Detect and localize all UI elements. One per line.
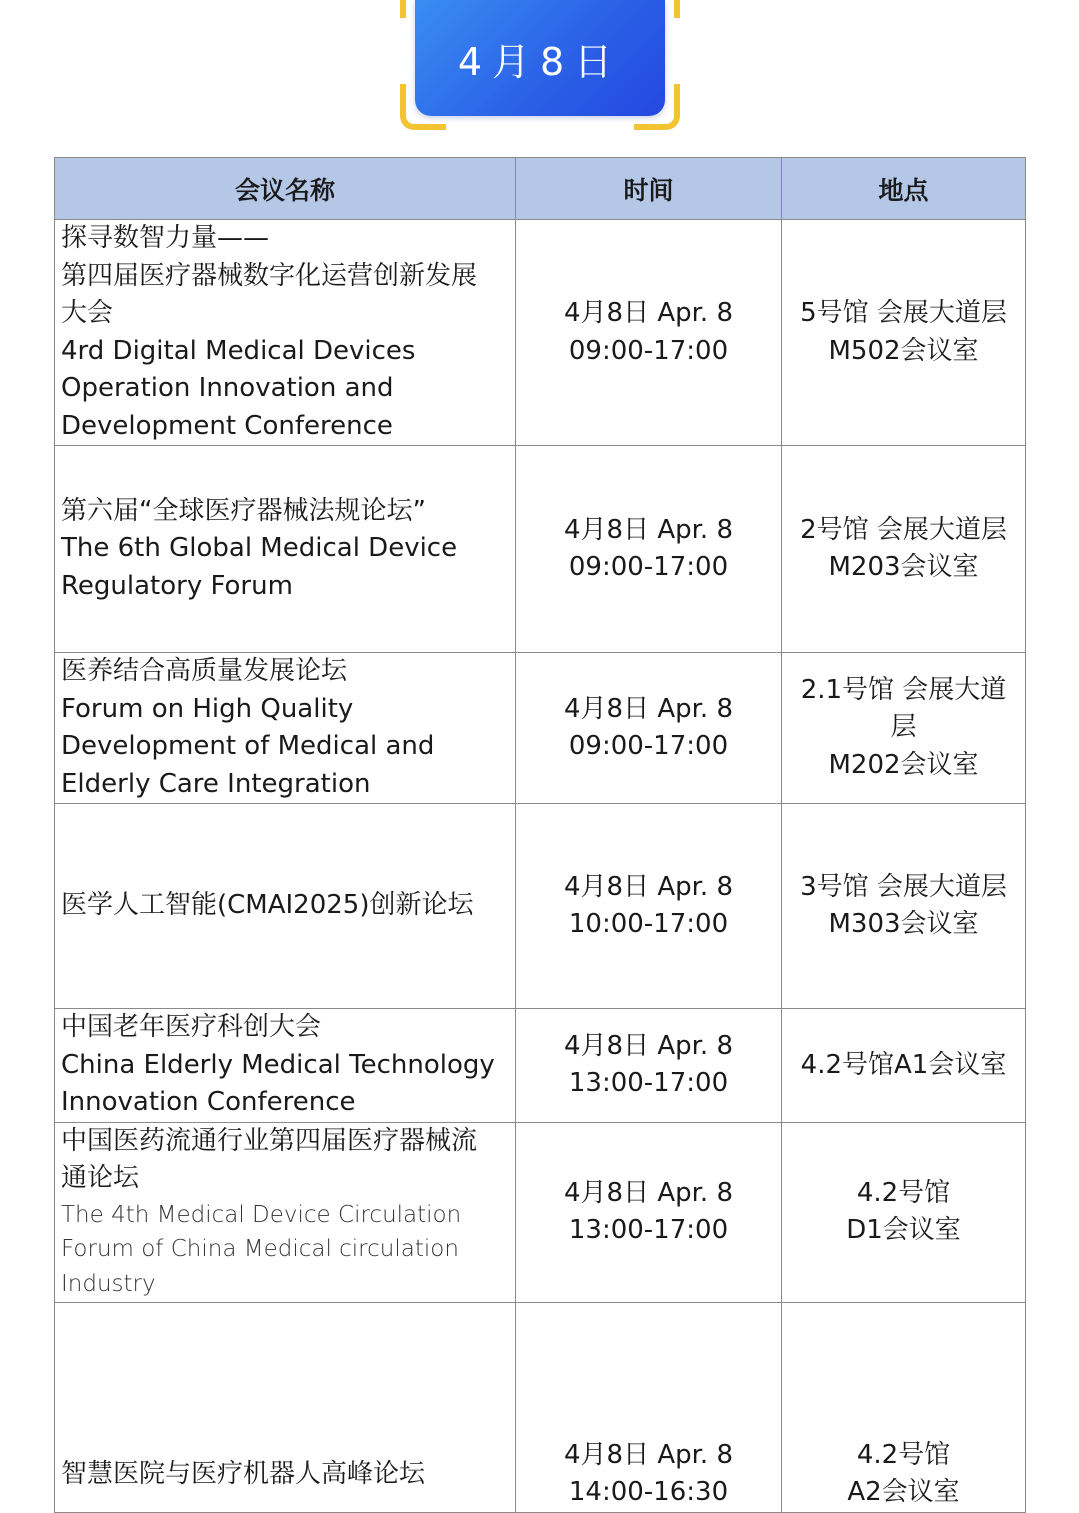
date-text: 4月8日 Apr. 8 xyxy=(563,693,733,724)
venue-line1: 4.2号馆A1会议室 xyxy=(800,1049,1007,1080)
conference-name-cell xyxy=(55,446,516,653)
venue-line1: 3号馆 会展大道层 xyxy=(800,871,1007,902)
time-cell xyxy=(516,1009,782,1123)
venue-line2: A2会议室 xyxy=(847,1477,960,1507)
conference-name-zh: 探寻数智力量—— 第四届医疗器械数字化运营创新发展 大会 xyxy=(61,223,478,328)
time-cell xyxy=(516,1302,782,1512)
date-text: 4月8日 Apr. 8 xyxy=(563,871,733,902)
table-row xyxy=(55,653,1026,804)
time-cell xyxy=(516,446,782,653)
venue-line1: 2号馆 会展大道层 xyxy=(800,514,1007,545)
conference-name-zh: 医养结合高质量发展论坛 xyxy=(61,656,348,686)
conference-name-en: The 6th Global Medical Device Regulatory Forum xyxy=(61,533,458,601)
venue-cell xyxy=(782,1009,1026,1123)
header-time: 时间 xyxy=(516,158,782,220)
date-text: 4月8日 Apr. 8 xyxy=(563,1030,733,1061)
date-text: 4月8日 Apr. 8 xyxy=(563,1439,733,1470)
time-text: 14:00-16:30 xyxy=(568,1477,729,1507)
conference-name-en: 4rd Digital Medical Devices Operation Innovation and Development Conference xyxy=(61,335,416,441)
conference-name-cell xyxy=(55,1122,516,1302)
venue-cell xyxy=(782,804,1026,1009)
venue-cell xyxy=(782,220,1026,446)
venue-cell xyxy=(782,1122,1026,1302)
time-text: 10:00-17:00 xyxy=(568,909,729,939)
conference-name-zh: 智慧医院与医疗机器人高峰论坛 xyxy=(61,1459,426,1489)
conference-name-en: The 4th Medical Device Circulation Forum of China Medical circulation Industry xyxy=(61,1201,462,1297)
venue-line1: 4.2号馆 xyxy=(856,1439,951,1470)
venue-line1: 4.2号馆 xyxy=(856,1177,951,1208)
header-conference-name: 会议名称 xyxy=(55,158,516,220)
table-row xyxy=(55,804,1026,1009)
date-text: 4月8日 Apr. 8 xyxy=(563,514,733,545)
venue-cell xyxy=(782,446,1026,653)
time-cell xyxy=(516,220,782,446)
conference-name-cell xyxy=(55,1302,516,1512)
venue-line2: M303会议室 xyxy=(828,909,979,939)
venue-line1: 5号馆 会展大道层 xyxy=(800,298,1007,328)
conference-name-cell xyxy=(55,1009,516,1123)
table-row xyxy=(55,1302,1026,1512)
date-badge: 4月8日 xyxy=(415,0,665,116)
conference-name-cell xyxy=(55,804,516,1009)
venue-line2: M502会议室 xyxy=(828,335,979,366)
conference-name-cell xyxy=(55,653,516,804)
time-cell xyxy=(516,653,782,804)
conference-name-zh: 医学人工智能(CMAI2025)创新论坛 xyxy=(61,890,474,921)
conference-name-en: Forum on High Quality Development of Medical and Elderly Care Integration xyxy=(61,693,435,799)
conference-name-zh: 中国医药流通行业第四届医疗器械流 通论坛 xyxy=(61,1125,478,1194)
time-cell xyxy=(516,804,782,1009)
header-venue: 地点 xyxy=(782,158,1026,220)
date-text: 4月8日 Apr. 8 xyxy=(563,298,733,328)
time-text: 13:00-17:00 xyxy=(568,1068,729,1099)
date-text: 4月8日 Apr. 8 xyxy=(563,1177,733,1208)
time-cell xyxy=(516,1122,782,1302)
venue-line2: D1会议室 xyxy=(846,1215,961,1245)
conference-name-zh: 中国老年医疗科创大会 xyxy=(61,1012,322,1042)
time-text: 09:00-17:00 xyxy=(568,552,729,582)
table-row xyxy=(55,1122,1026,1302)
table-row xyxy=(55,1009,1026,1123)
conference-name-cell xyxy=(55,220,516,446)
time-text: 09:00-17:00 xyxy=(568,731,729,761)
conference-name-zh: 第六届“全球医疗器械法规论坛” xyxy=(61,495,426,526)
venue-line1: 2.1号馆 会展大道 层 xyxy=(800,674,1007,743)
table-row xyxy=(55,446,1026,653)
conference-schedule-table xyxy=(54,157,1026,1513)
venue-line2: M202会议室 xyxy=(828,749,979,780)
venue-cell xyxy=(782,1302,1026,1512)
venue-line2: M203会议室 xyxy=(828,552,979,582)
table-header-row xyxy=(55,158,1026,220)
time-text: 09:00-17:00 xyxy=(568,335,729,366)
conference-name-en: China Elderly Medical Technology Innovation Conference xyxy=(61,1049,495,1117)
time-text: 13:00-17:00 xyxy=(568,1215,729,1245)
table-row xyxy=(55,220,1026,446)
venue-cell xyxy=(782,653,1026,804)
date-badge-frame xyxy=(400,0,680,130)
